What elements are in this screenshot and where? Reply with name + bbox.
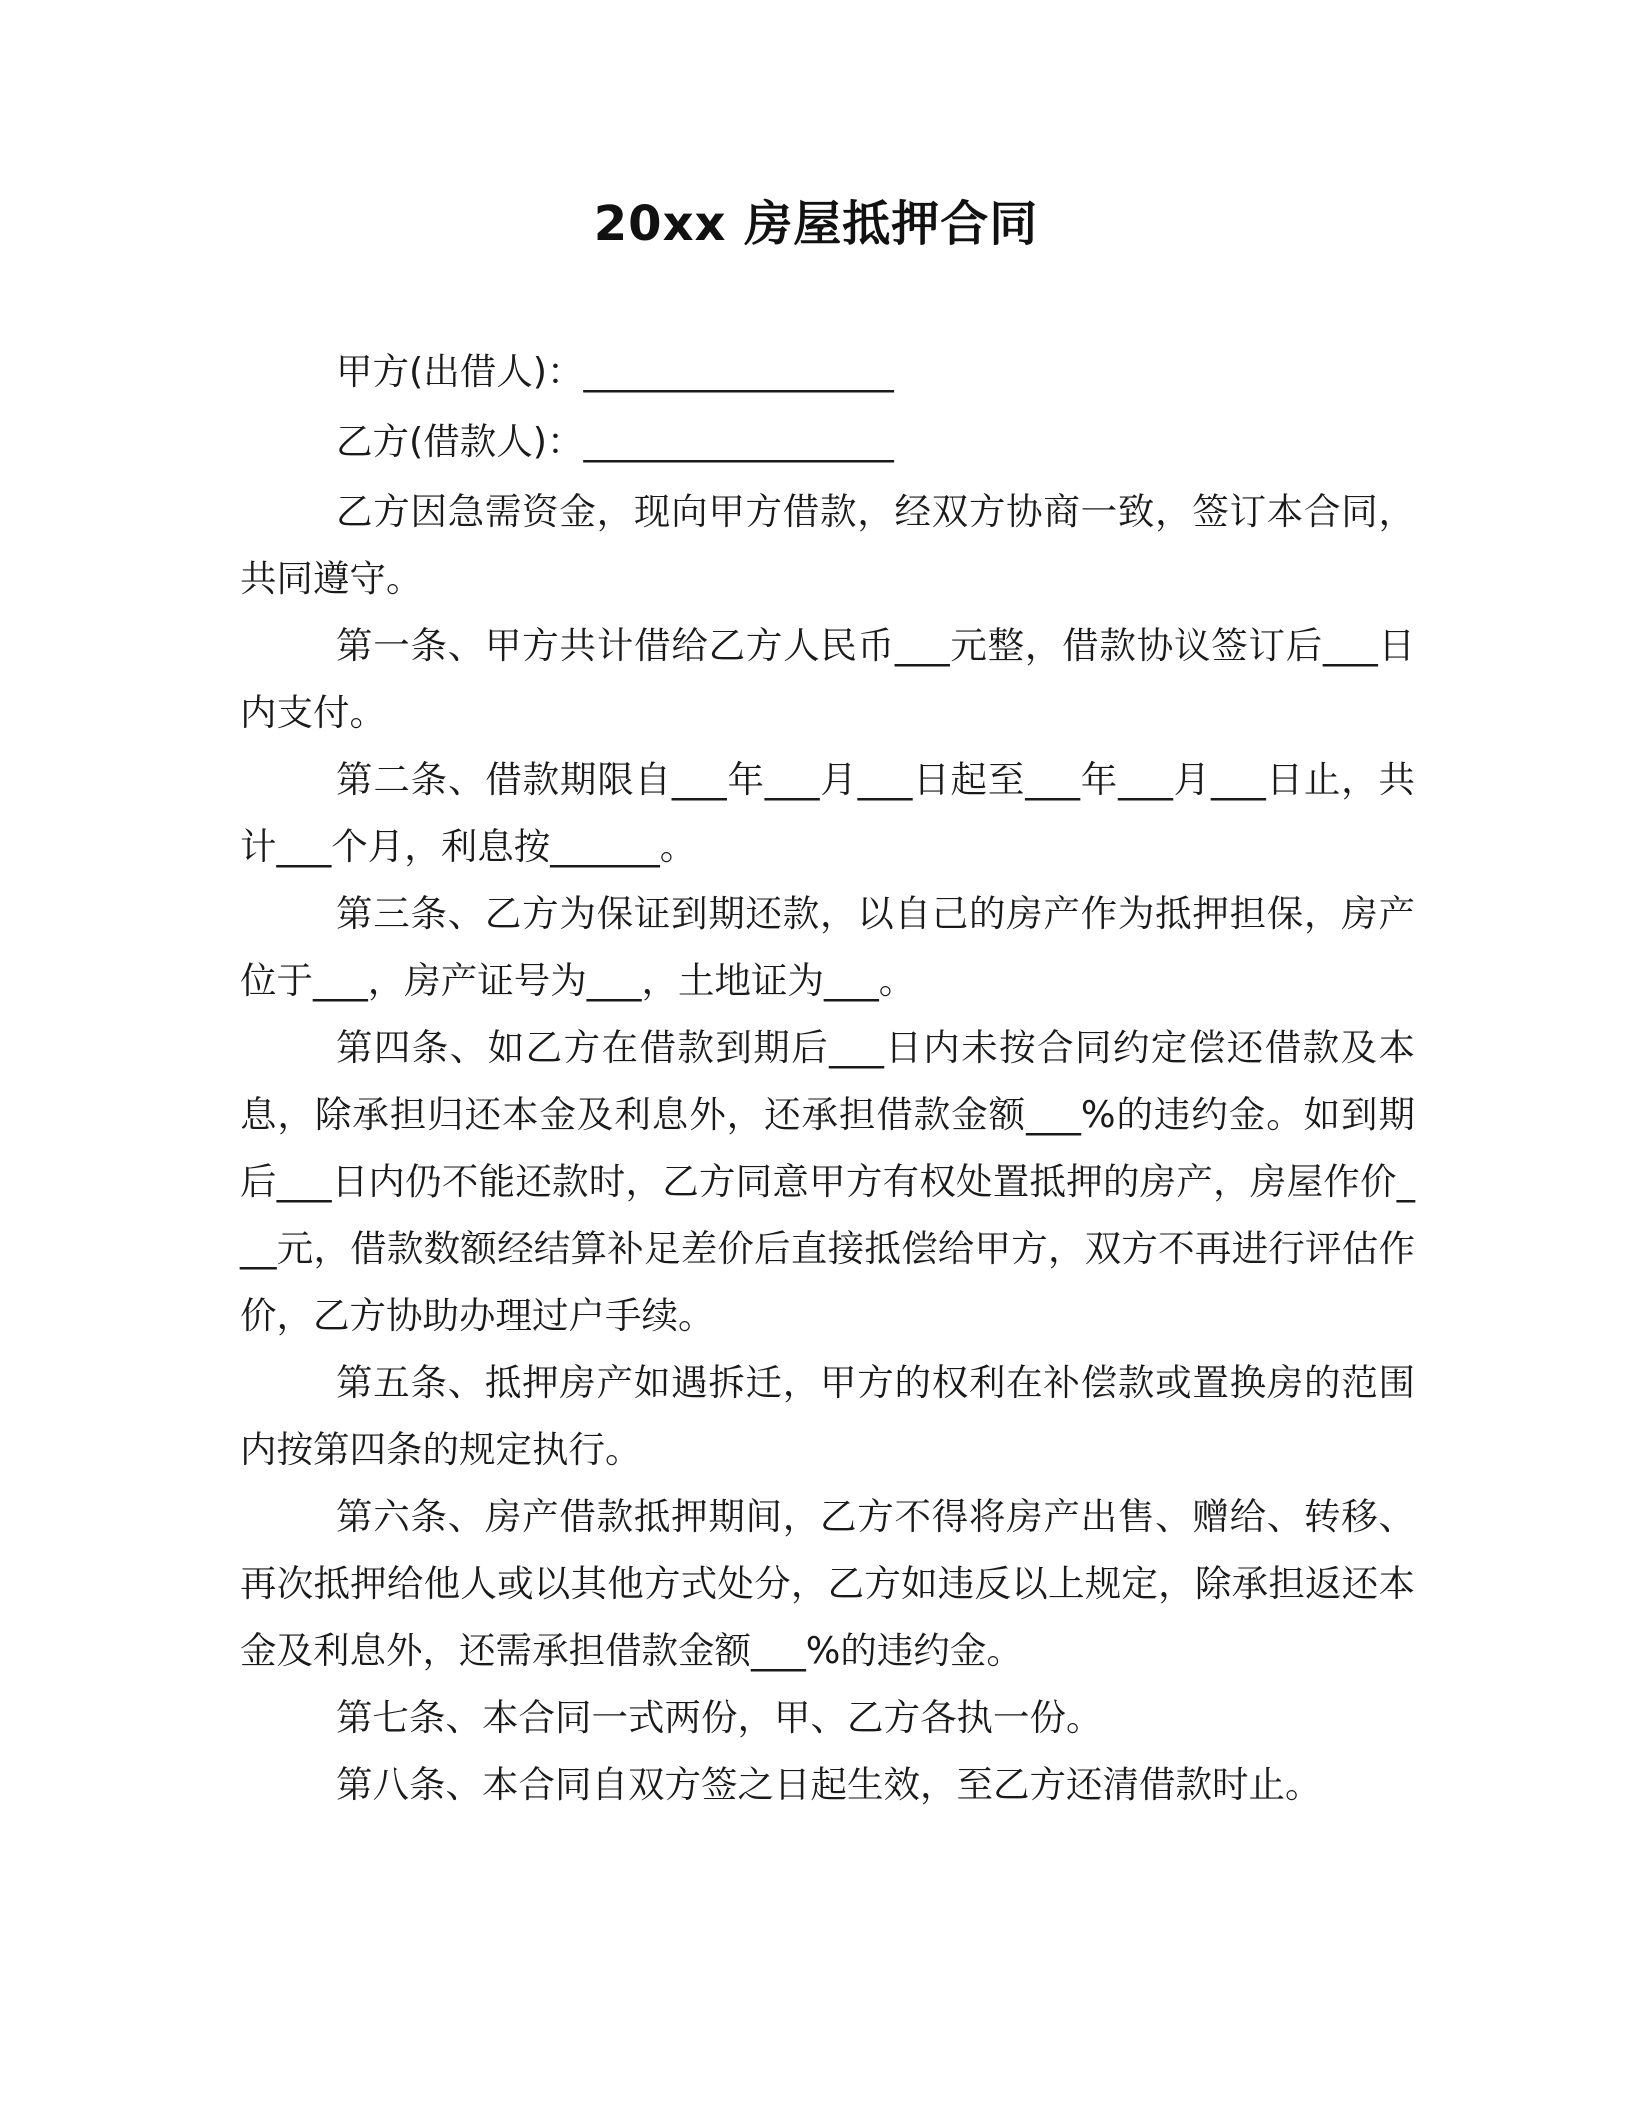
article-3-paragraph: 第三条、乙方为保证到期还款，以自己的房产作为抵押担保，房产位于___，房产证号为___，土地证为___。 — [240, 892, 1415, 1002]
article-4-paragraph: 第四条、如乙方在借款到期后___日内未按合同约定偿还借款及本息，除承担归还本金及利息外，还承担借款金额___%的违约金。如到期后___日内仍不能还款时，乙方同意甲方有权处置抵押的房产，房屋作价___元，借款数额经结算补足差价后直接抵偿给甲方，双方不再进行评估作价，乙方协助办理过户手续。 — [240, 1026, 1415, 1337]
contract-body — [240, 338, 1415, 1818]
document-title: 20xx 房屋抵押合同 — [593, 196, 1039, 252]
article-2-paragraph: 第二条、借款期限自___年___月___日起至___年___月___日止，共计___个月，利息按______。 — [240, 758, 1415, 868]
article-1-paragraph: 第一条、甲方共计借给乙方人民币___元整，借款协议签订后___日内支付。 — [240, 624, 1415, 734]
party-a-line: 甲方(出借人)：_________________ — [336, 350, 894, 393]
article-6-paragraph: 第六条、房产借款抵押期间，乙方不得将房产出售、赠给、转移、再次抵押给他人或以其他方式处分，乙方如违反以上规定，除承担返还本金及利息外，还需承担借款金额___%的违约金。 — [240, 1495, 1415, 1672]
article-7-paragraph: 第七条、本合同一式两份，甲、乙方各执一份。 — [336, 1696, 1103, 1739]
preamble-paragraph: 乙方因急需资金，现向甲方借款，经双方协商一致，签订本合同，共同遵守。 — [240, 490, 1415, 600]
article-5-paragraph: 第五条、抵押房产如遇拆迁，甲方的权利在补偿款或置换房的范围内按第四条的规定执行。 — [240, 1361, 1415, 1471]
article-8-paragraph: 第八条、本合同自双方签之日起生效，至乙方还清借款时止。 — [336, 1763, 1322, 1806]
party-b-line: 乙方(借款人)：_________________ — [336, 420, 894, 463]
